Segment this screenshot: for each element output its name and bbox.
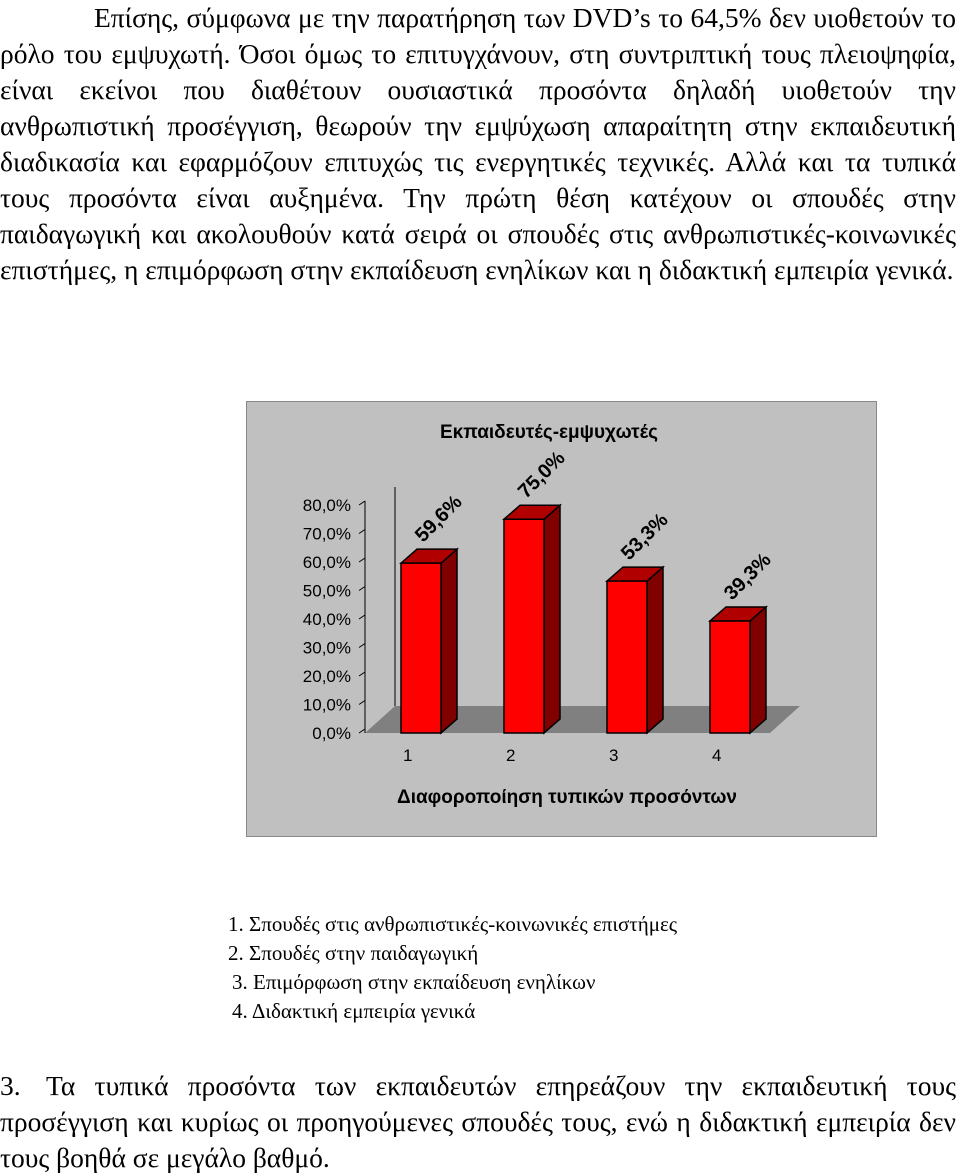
y-tick-mark [359,501,365,505]
x-category-label: 4 [712,746,722,765]
bar-2 [504,447,570,733]
bar-front [607,581,647,733]
bar-chart [246,401,877,837]
body-paragraph: Επίσης, σύμφωνα με την παρατήρηση των DVD’s το 64,5% δεν υιοθετούν το ρόλο του εμψυχωτή. Όσοι όμως το επιτυγχάνουν, στη συντριπτική τους πλειοψηφία, είναι εκείνοι που διαθέτουν ουσιαστικά προσόντα δηλαδή υιοθετούν την ανθρωπιστική προσέγγιση, θεωρούν την εμψύχωση απαραίτητη στην εκπαιδευτική διαδικασία και εφαρμόζουν επιτυχώς τις ενεργητικές τεχνικές. Αλλά και τα τυπικά τους προσόντα είναι αυξημένα. Την πρώτη θέση κατέχουν οι σπουδές στην παιδαγωγική και ακολουθούν κατά σειρά οι σπουδές στις ανθρωπιστικές-κοινωνικές επιστήμες, η επιμόρφωση στην εκπαίδευση ενηλίκων και η διδακτική εμπειρία γενικά. [0,2,956,285]
x-category-label: 1 [403,746,413,765]
bar-4 [710,549,776,733]
chart-title: Εκπαιδευτές-εμψυχωτές [439,422,659,443]
y-tick-label: 40,0% [302,610,351,629]
y-tick-mark [359,530,365,534]
y-tick-mark [359,558,365,562]
x-category-label: 3 [609,746,619,765]
y-tick-mark [359,644,365,648]
bar-side [441,549,457,733]
bar-side [544,505,560,733]
bar-side [750,607,766,733]
y-tick-label: 30,0% [302,638,351,658]
y-tick-label: 60,0% [302,553,351,572]
bar-side [647,567,663,733]
conclusion-paragraph [0,1068,956,1176]
legend-item: 2. Σπουδές στην παιδαγωγική [228,941,479,965]
y-tick-mark [359,701,365,705]
y-tick-mark [359,587,365,591]
conclusion-number: 3. [0,1070,21,1101]
y-tick-label: 80,0% [302,496,351,515]
bar-front [710,621,750,733]
y-tick-label: 10,0% [302,695,351,715]
bar-1 [401,491,467,733]
data-label: 75,0% [513,447,570,503]
chart-canvas [247,402,878,838]
data-label: 59,6% [410,491,467,547]
legend-item: 1. Σπουδές στις ανθρωπιστικές-κοινωνικές επιστήμες [228,912,678,936]
legend-item: 4. Διδακτική εμπειρία γενικά [232,999,476,1023]
y-tick-mark [359,729,365,733]
bar-front [401,563,441,733]
y-tick-label: 0,0% [312,724,351,743]
y-tick-label: 50,0% [302,581,351,601]
data-label: 39,3% [719,548,776,605]
data-label: 53,3% [616,508,673,565]
y-tick-mark [359,672,365,676]
y-tick-label: 70,0% [302,524,351,544]
y-tick-label: 20,0% [302,667,351,686]
chart-x-axis-title: Διαφοροποίηση τυπικών προσόντων [397,787,737,808]
legend-item: 3. Επιμόρφωση στην εκπαίδευση ενηλίκων [232,970,596,994]
y-tick-mark [359,615,365,619]
conclusion-text: Τα τυπικά προσόντα των εκπαιδευτών επηρεάζουν την εκπαιδευτική τους προσέγγιση και κυρίως οι προηγούμενες σπουδές τους, ενώ η διδακτική εμπειρία δεν τους βοηθά σε μεγάλο βαθμό. [0,1070,956,1173]
bar-3 [607,509,673,733]
x-category-label: 2 [506,746,516,765]
bar-front [504,519,544,733]
